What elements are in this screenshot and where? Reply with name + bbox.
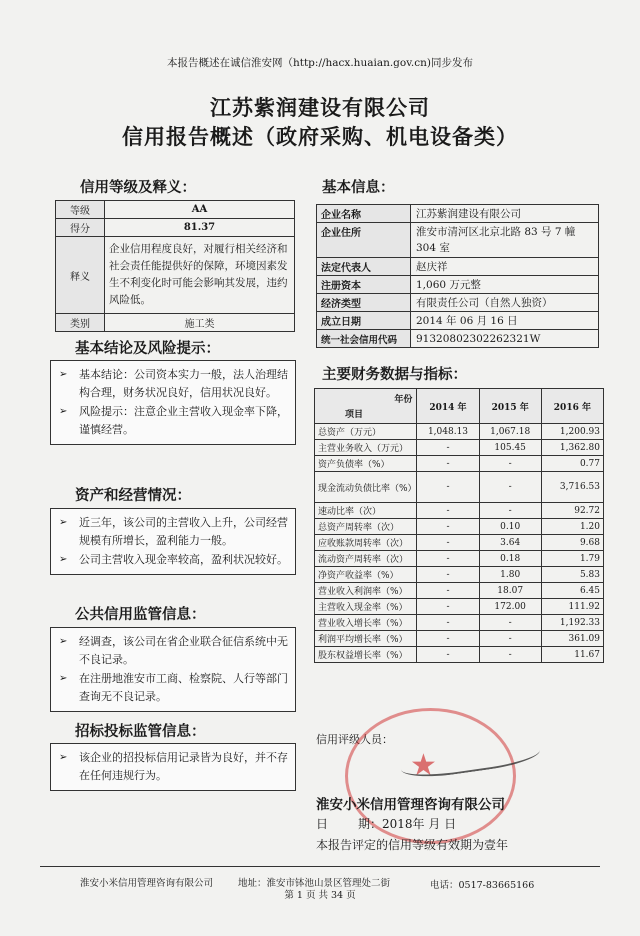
finance-row-label: 总资产周转率（次） bbox=[315, 519, 417, 535]
finance-row-label: 应收账款周转率（次） bbox=[315, 535, 417, 551]
finance-cell: 9.68 bbox=[541, 535, 603, 551]
finance-cell: 18.07 bbox=[479, 583, 541, 599]
table-row bbox=[315, 472, 604, 503]
finance-cell: 1.80 bbox=[479, 567, 541, 583]
finance-cell: - bbox=[417, 647, 479, 663]
finance-cell: - bbox=[479, 647, 541, 663]
finance-cell: 11.67 bbox=[541, 647, 603, 663]
finance-row-label: 营业收入增长率（%） bbox=[315, 615, 417, 631]
finance-cell: 1,067.18 bbox=[479, 424, 541, 440]
finance-cell: - bbox=[479, 631, 541, 647]
list-item: ➢ 近三年，该公司的主营收入上升，公司经营规模有所增长，盈利能力一般。 bbox=[59, 516, 288, 547]
finance-cell: 172.00 bbox=[479, 599, 541, 615]
basic-value: 赵庆祥 bbox=[411, 258, 599, 276]
finance-year-2014: 2014 年 bbox=[417, 389, 479, 424]
bidding-box bbox=[50, 743, 296, 791]
finance-cell: 1,048.13 bbox=[417, 424, 479, 440]
grade-level-label: 等级 bbox=[56, 201, 105, 219]
operation-section-title: 资产和经营情况： bbox=[75, 487, 191, 504]
arrow-bullet-icon: ➢ bbox=[59, 406, 68, 417]
finance-cell: 1.79 bbox=[541, 551, 603, 567]
table-row bbox=[315, 519, 604, 535]
finance-cell: - bbox=[417, 583, 479, 599]
finance-row-label: 现金流动负债比率（%） bbox=[315, 472, 417, 503]
basic-label: 统一社会信用代码 bbox=[317, 330, 411, 348]
finance-row-label: 资产负债率（%） bbox=[315, 456, 417, 472]
finance-corner-cell: 年份 项目 bbox=[315, 389, 417, 424]
footer-phone: 电话：0517-83665166 bbox=[430, 880, 535, 891]
finance-cell: - bbox=[417, 535, 479, 551]
finance-cell: 1.20 bbox=[541, 519, 603, 535]
basic-value: 淮安市清河区北京北路 83 号 7 幢 304 室 bbox=[411, 223, 599, 258]
finance-row-label: 利润平均增长率（%） bbox=[315, 631, 417, 647]
footer-divider bbox=[40, 866, 600, 867]
table-row bbox=[315, 567, 604, 583]
table-row bbox=[315, 440, 604, 456]
finance-cell: 0.18 bbox=[479, 551, 541, 567]
grade-category-value: 施工类 bbox=[105, 314, 295, 332]
grade-table bbox=[55, 200, 295, 332]
finance-cell: 6.45 bbox=[541, 583, 603, 599]
basic-value: 91320802302262321W bbox=[411, 330, 599, 348]
finance-cell: 3.64 bbox=[479, 535, 541, 551]
finance-row-label: 主营业务收入（万元） bbox=[315, 440, 417, 456]
basic-row bbox=[317, 223, 599, 258]
basic-label: 企业名称 bbox=[317, 205, 411, 223]
seal-star-icon: ★ bbox=[410, 748, 437, 783]
basic-row bbox=[317, 258, 599, 276]
arrow-bullet-icon: ➢ bbox=[59, 673, 68, 684]
grade-definition-label: 释义 bbox=[56, 237, 105, 314]
basic-label: 经济类型 bbox=[317, 294, 411, 312]
issuer-name: 淮安小米信用管理咨询有限公司 bbox=[316, 797, 505, 813]
list-item: ➢ 在注册地淮安市工商、检察院、人行等部门查询无不良记录。 bbox=[59, 672, 288, 703]
grade-section-title: 信用等级及释义： bbox=[80, 179, 196, 196]
table-row bbox=[315, 424, 604, 440]
supervision-section-title: 公共信用监管信息： bbox=[75, 606, 206, 623]
table-row bbox=[315, 599, 604, 615]
finance-row-label: 营业收入利润率（%） bbox=[315, 583, 417, 599]
footer-address: 地址：淮安市钵池山景区管理处二街 bbox=[238, 878, 391, 889]
report-title: 信用报告概述（政府采购、机电设备类） bbox=[122, 124, 518, 149]
finance-cell: - bbox=[479, 615, 541, 631]
table-row bbox=[315, 631, 604, 647]
finance-cell: 1,192.33 bbox=[541, 615, 603, 631]
grade-row-score bbox=[56, 219, 295, 237]
finance-cell: - bbox=[417, 631, 479, 647]
finance-row-label: 速动比率（次） bbox=[315, 503, 417, 519]
finance-cell: 3,716.53 bbox=[541, 472, 603, 503]
arrow-bullet-icon: ➢ bbox=[59, 752, 68, 763]
basic-row bbox=[317, 276, 599, 294]
finance-cell: - bbox=[417, 599, 479, 615]
analyst-label: 信用评级人员： bbox=[316, 733, 393, 746]
finance-cell: - bbox=[417, 615, 479, 631]
finance-cell: 111.92 bbox=[541, 599, 603, 615]
grade-category-label: 类别 bbox=[56, 314, 105, 332]
finance-cell: - bbox=[417, 551, 479, 567]
operation-box bbox=[50, 508, 296, 575]
basic-row bbox=[317, 330, 599, 348]
basic-label: 注册资本 bbox=[317, 276, 411, 294]
basic-value: 2014 年 06 月 16 日 bbox=[411, 312, 599, 330]
finance-row-label: 总资产（万元） bbox=[315, 424, 417, 440]
finance-cell: 361.09 bbox=[541, 631, 603, 647]
finance-cell: - bbox=[479, 456, 541, 472]
table-row bbox=[315, 551, 604, 567]
grade-row-level bbox=[56, 201, 295, 219]
basic-value: 有限责任公司（自然人独资） bbox=[411, 294, 599, 312]
basic-label: 企业住所 bbox=[317, 223, 411, 258]
finance-cell: - bbox=[479, 503, 541, 519]
basic-info-table bbox=[316, 204, 599, 348]
finance-cell: 92.72 bbox=[541, 503, 603, 519]
table-row bbox=[315, 647, 604, 663]
validity-note: 本报告评定的信用等级有效期为壹年 bbox=[316, 838, 509, 852]
footer-page-number: 第 1 页 共 34 页 bbox=[284, 890, 356, 901]
table-row bbox=[315, 535, 604, 551]
finance-cell: 0.10 bbox=[479, 519, 541, 535]
report-date: 日 期：2018年 月 日 bbox=[316, 817, 457, 831]
supervision-box bbox=[50, 627, 296, 712]
finance-cell: 5.83 bbox=[541, 567, 603, 583]
footer-company: 淮安小米信用管理咨询有限公司 bbox=[80, 878, 214, 889]
conclusion-section-title: 基本结论及风险提示： bbox=[75, 340, 220, 357]
basic-label: 法定代表人 bbox=[317, 258, 411, 276]
finance-row-label: 流动资产周转率（次） bbox=[315, 551, 417, 567]
finance-section-title: 主要财务数据与指标： bbox=[322, 366, 467, 383]
finance-cell: - bbox=[417, 440, 479, 456]
finance-table bbox=[314, 388, 604, 663]
list-item: ➢ 该企业的招投标信用记录皆为良好，并不存在任何违规行为。 bbox=[59, 751, 288, 782]
table-row bbox=[315, 615, 604, 631]
arrow-bullet-icon: ➢ bbox=[59, 517, 68, 528]
basic-row bbox=[317, 312, 599, 330]
basic-row bbox=[317, 294, 599, 312]
grade-score-value: 81.37 bbox=[105, 219, 295, 237]
grade-level-value: AA bbox=[105, 201, 295, 219]
grade-row-definition bbox=[56, 237, 295, 314]
finance-cell: - bbox=[417, 503, 479, 519]
bidding-section-title: 招标投标监管信息： bbox=[75, 723, 206, 740]
list-item: ➢ 经调查，该公司在省企业联合征信系统中无不良记录。 bbox=[59, 635, 288, 666]
arrow-bullet-icon: ➢ bbox=[59, 554, 68, 565]
finance-year-2015: 2015 年 bbox=[479, 389, 541, 424]
finance-cell: 1,200.93 bbox=[541, 424, 603, 440]
grade-row-category bbox=[56, 314, 295, 332]
finance-cell: 1,362.80 bbox=[541, 440, 603, 456]
basic-label: 成立日期 bbox=[317, 312, 411, 330]
finance-cell: - bbox=[417, 567, 479, 583]
finance-cell: - bbox=[417, 472, 479, 503]
finance-row-label: 主营收入现金率（%） bbox=[315, 599, 417, 615]
list-item: ➢ 基本结论：公司资本实力一般，法人治理结构合理，财务状况良好，信用状况良好。 bbox=[59, 368, 288, 399]
finance-cell: - bbox=[479, 472, 541, 503]
basic-value: 1,060 万元整 bbox=[411, 276, 599, 294]
table-row bbox=[315, 583, 604, 599]
grade-score-label: 得分 bbox=[56, 219, 105, 237]
grade-definition-value: 企业信用程度良好，对履行相关经济和社会责任能提供好的保障，环境因素发生不利变化时可能会影响其发展，违约风险低。 bbox=[105, 237, 295, 314]
finance-cell: - bbox=[417, 456, 479, 472]
basic-value: 江苏紫润建设有限公司 bbox=[411, 205, 599, 223]
arrow-bullet-icon: ➢ bbox=[59, 369, 68, 380]
finance-year-2016: 2016 年 bbox=[541, 389, 603, 424]
finance-row-label: 净资产收益率（%） bbox=[315, 567, 417, 583]
basic-row bbox=[317, 205, 599, 223]
publication-note: 本报告概述在诚信淮安网（http://hacx.huaian.gov.cn)同步发布 bbox=[166, 57, 473, 69]
arrow-bullet-icon: ➢ bbox=[59, 636, 68, 647]
basic-section-title: 基本信息： bbox=[322, 179, 395, 196]
finance-header-row bbox=[315, 389, 604, 424]
finance-cell: 0.77 bbox=[541, 456, 603, 472]
conclusion-box bbox=[50, 360, 296, 445]
list-item: ➢ 公司主营收入现金率较高，盈利状况较好。 bbox=[57, 551, 289, 569]
finance-cell: 105.45 bbox=[479, 440, 541, 456]
table-row bbox=[315, 456, 604, 472]
company-title: 江苏紫润建设有限公司 bbox=[210, 95, 430, 120]
list-item: ➢ 风险提示：注意企业主营收入现金率下降，谨慎经营。 bbox=[59, 405, 288, 436]
finance-row-label: 股东权益增长率（%） bbox=[315, 647, 417, 663]
table-row bbox=[315, 503, 604, 519]
finance-cell: - bbox=[417, 519, 479, 535]
